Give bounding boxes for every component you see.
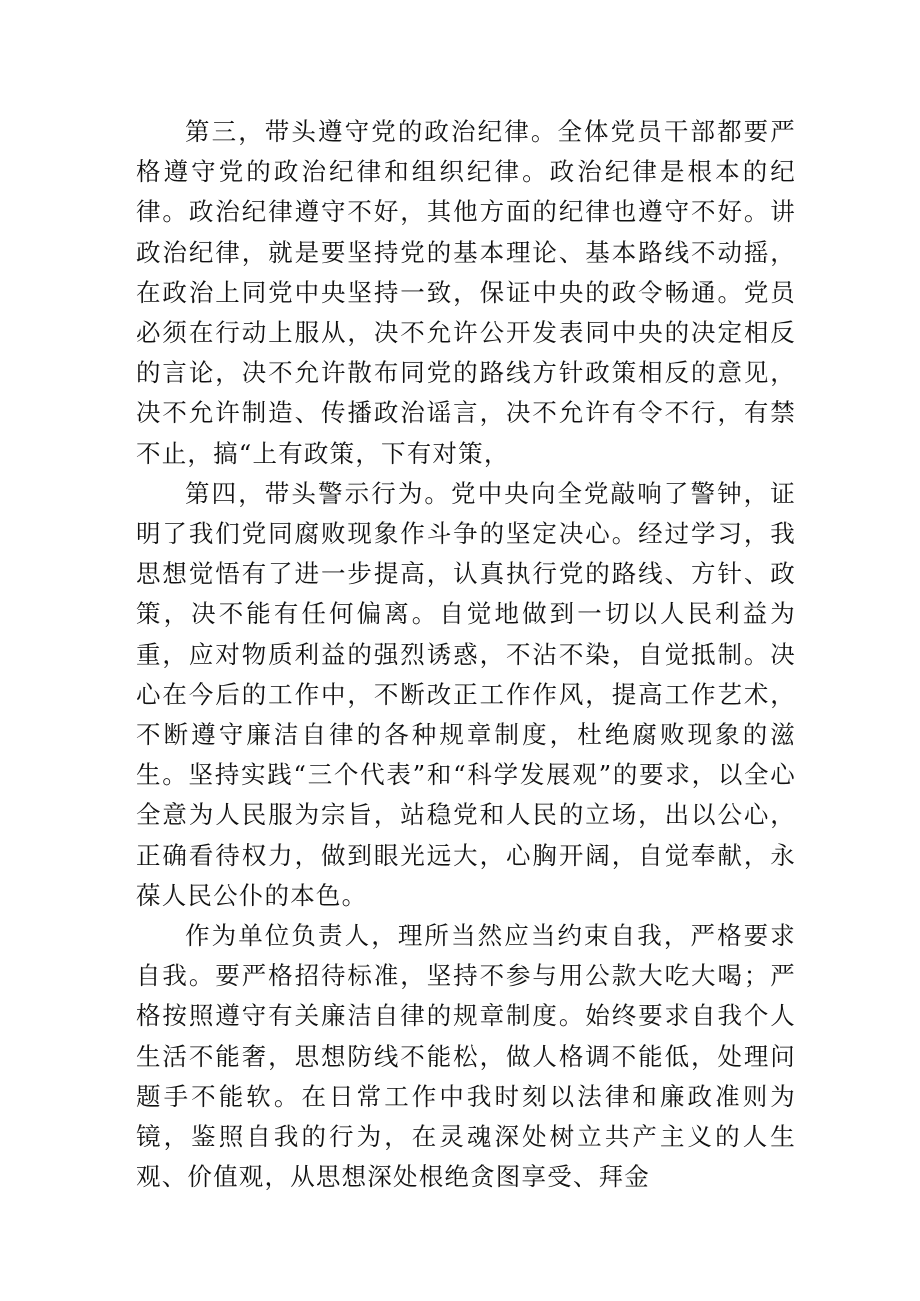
document-body — [136, 112, 796, 1197]
paragraph-unit-leader-self-discipline: 作为单位负责人，理所当然应当约束自我，严格要求自我。要严格招待标准，坚持不参与用公款大吃大喝；严格按照遵守有关廉洁自律的规章制度。始终要求自我个人生活不能奢，思想防线不能松，做人格调不能低，处理问题手不能软。在日常工作中我时刻以法律和廉政准则为镜，鉴照自我的行为，在灵魂深处树立共产主义的人生观、价值观，从思想深处根绝贪图享受、拜金 — [136, 921, 796, 1192]
paragraph-warning-conduct: 第四，带头警示行为。党中央向全党敲响了警钟，证明了我们党同腐败现象作斗争的坚定决心。经过学习，我思想觉悟有了进一步提高，认真执行党的路线、方针、政策，决不能有任何偏离。自觉地做到一切以人民利益为重，应对物质利益的强烈诱惑，不沾不染，自觉抵制。决心在今后的工作中，不断改正工作作风，提高工作艺术，不断遵守廉洁自律的各种规章制度，杜绝腐败现象的滋生。坚持实践“三个代表”和“科学发展观”的要求，以全心全意为人民服为宗旨，站稳党和人民的立场，出以公心，正确看待权力，做到眼光远大，心胸开阔，自觉奉献，永葆人民公仆的本色。 — [136, 478, 796, 910]
paragraph-political-discipline: 第三，带头遵守党的政治纪律。全体党员干部都要严格遵守党的政治纪律和组织纪律。政治纪律是根本的纪律。政治纪律遵守不好，其他方面的纪律也遵守不好。讲政治纪律，就是要坚持党的基本理论、基本路线不动摇，在政治上同党中央坚持一致，保证中央的政令畅通。党员必须在行动上服从，决不允许公开发表同中央的决定相反的言论，决不允许散布同党的路线方针政策相反的意见，决不允许制造、传播政治谣言，决不允许有令不行，有禁不止，搞“上有政策，下有对策， — [136, 117, 796, 468]
